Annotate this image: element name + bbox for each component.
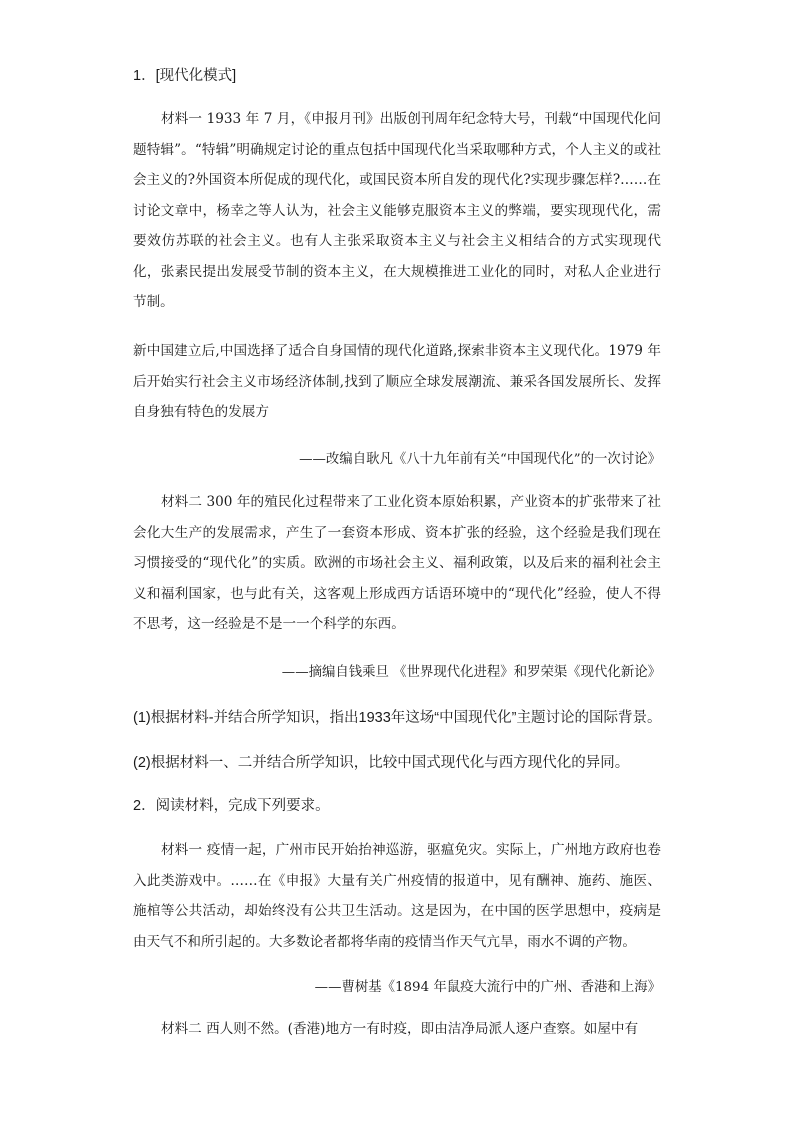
question-2-title: 2．阅读材料，完成下列要求。	[133, 798, 330, 814]
q2-source-1: ——曹树基《1894 年鼠疫大流行中的广州、香港和上海》	[314, 980, 661, 995]
q1-source-2: ——摘编自钱乘旦 《世界现代化进程》和罗荣渠《现代化新论》	[281, 665, 661, 680]
q1-ask-1: (1)根据材料-并结合所学知识，指出1933年这场“中国现代化”主题讨论的国际背景。	[133, 710, 662, 726]
q1-ask-2: (2)根据材料一、二并结合所学知识，比较中国式现代化与西方现代化的异同。	[133, 755, 630, 771]
q1-material-1: 材料一 1933 年 7 月，《申报月刊》出版创刊周年纪念特大号，刊载“中国现代化问题特辑”。“特辑”明确规定讨论的重点包括中国现代化当采取哪种方式，个人主义的或社会主义的?外国资本所促成的现代化，或国民资本所自发的现代化?实现步骤怎样?……在讨论文章中，杨幸之等人认为，社会主义能够克服资本主义的弊端，要实现现代化，需要效仿苏联的社会主义。也有人主张采取资本主义与社会主义相结合的方式实现现代化，张素民提出发展受节制的资本主义，在大规模推进工业化的同时，对私人企业进行节制。	[133, 111, 661, 310]
document-page	[133, 0, 661, 1123]
q2-material-1: 材料一 疫情一起，广州市民开始抬神巡游，驱瘟免灾。实际上，广州地方政府也卷入此类游戏中。……在《申报》大量有关广州疫情的报道中，见有酬神、施药、施医、施棺等公共活动，却始终没有公共卫生活动。这是因为，在中国的医学思想中，疫病是由天气不和所引起的。大多数论者都将华南的疫情当作天气亢旱，雨水不调的产物。	[133, 842, 661, 950]
q2-material-2: 材料二 西人则不然。(香港)地方一有时疫，即由洁净局派人逐户查察。如屋中有	[161, 1021, 639, 1037]
q1-material-2: 材料二 300 年的殖民化过程带来了工业化资本原始积累，产业资本的扩张带来了社会化大生产的发展需求，产生了一套资本形成、资本扩张的经验，这个经验是我们现在习惯接受的“现代化”的实质。欧洲的市场社会主义、福利政策，以及后来的福利社会主义和福利国家，也与此有关，这客观上形成西方话语环境中的“现代化”经验，使人不得不思考，这一经验是不是一一个科学的东西。	[133, 494, 661, 632]
q1-source-1: ——改编自耿凡《八十九年前有关“中国现代化”的一次讨论》	[299, 452, 661, 467]
q1-material-1-continued: 新中国建立后,中国选择了适合自身国情的现代化道路,探索非资本主义现代化。1979 年后开始实行社会主义市场经济体制,找到了顺应全球发展潮流、兼采各国发展所长、发挥自身独有特色的发展方	[133, 343, 661, 420]
question-1-title: 1．[现代化模式]	[133, 68, 237, 84]
